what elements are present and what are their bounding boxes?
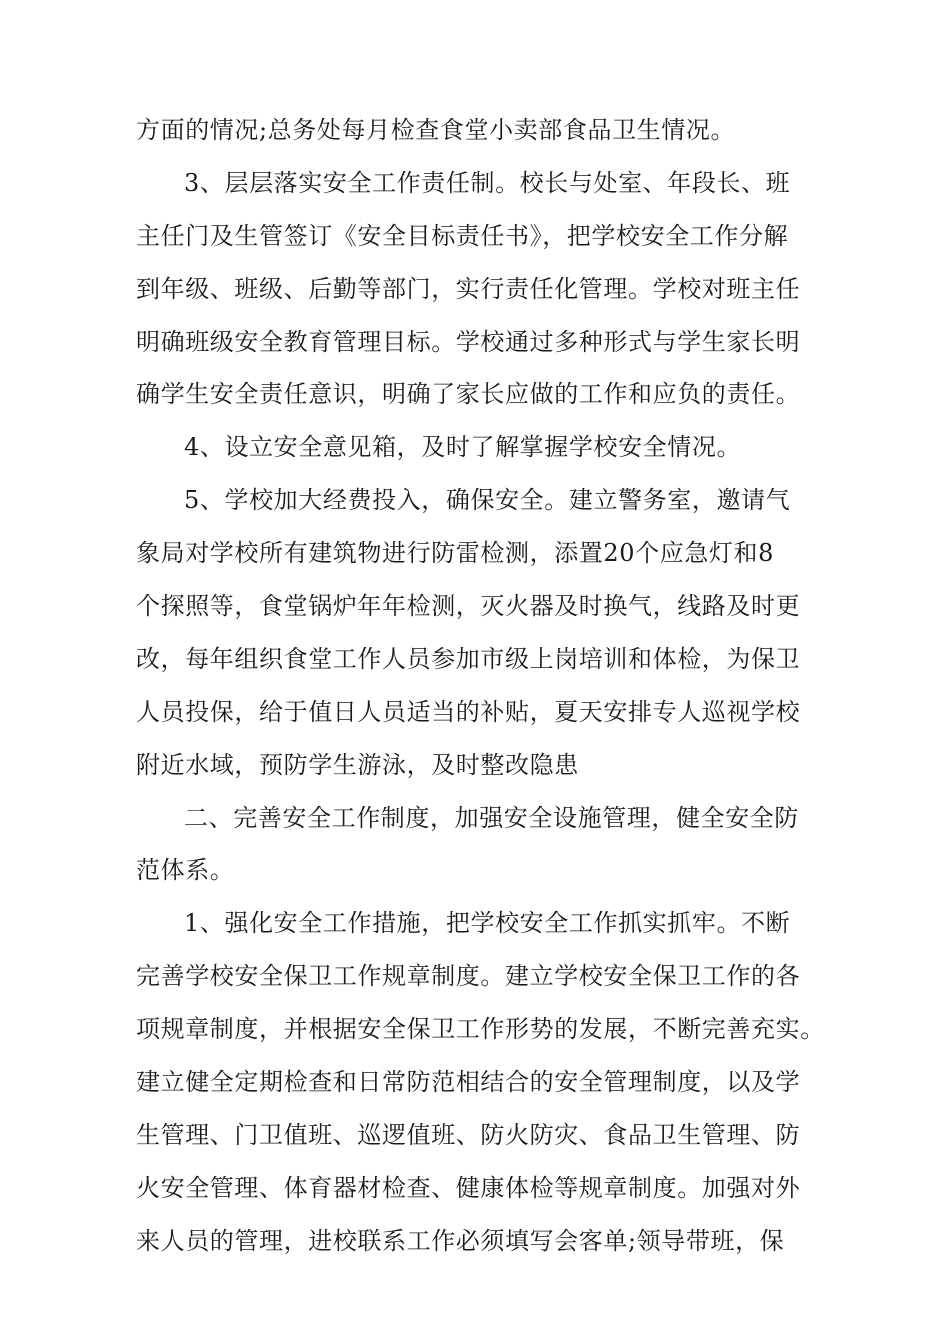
text-line: 项规章制度，并根据安全保卫工作形势的发展，不断完善充实。 xyxy=(136,1015,825,1044)
text-line: 3、层层落实安全工作责任制。校长与处室、年段长、班 xyxy=(184,168,791,197)
text-line: 二、完善安全工作制度，加强安全设施管理，健全安全防 xyxy=(184,803,799,832)
text-line: 改，每年组织食堂工作人员参加市级上岗培训和体检，为保卫 xyxy=(136,644,801,673)
text-line: 主任门及生管签订《安全目标责任书》，把学校安全工作分解 xyxy=(136,221,789,250)
text-line: 方面的情况;总务处每月检查食堂小卖部食品卫生情况。 xyxy=(136,116,736,144)
text-line: 完善学校安全保卫工作规章制度。建立学校安全保卫工作的各 xyxy=(136,962,801,991)
text-line: 建立健全定期检查和日常防范相结合的安全管理制度，以及学 xyxy=(136,1068,801,1097)
text-line: 明确班级安全教育管理目标。学校通过多种形式与学生家长明 xyxy=(136,327,801,356)
text-line: 4、设立安全意见箱，及时了解掌握学校安全情况。 xyxy=(184,433,742,462)
text-line: 人员投保，给于值日人员适当的补贴，夏天安排专人巡视学校 xyxy=(136,697,801,726)
text-line: 1、强化安全工作措施，把学校安全工作抓实抓牢。不断 xyxy=(184,909,791,938)
text-line: 生管理、门卫值班、巡逻值班、防火防灾、食品卫生管理、防 xyxy=(136,1120,801,1149)
text-line: 象局对学校所有建筑物进行防雷检测，添置20个应急灯和8 xyxy=(136,539,775,568)
text-line: 来人员的管理，进校联系工作必须填写会客单;领导带班，保 xyxy=(136,1226,785,1255)
text-line: 火安全管理、体育器材检查、健康体检等规章制度。加强对外 xyxy=(136,1173,801,1202)
text-line: 到年级、班级、后勤等部门，实行责任化管理。学校对班主任 xyxy=(136,274,801,303)
text-line: 5、学校加大经费投入，确保安全。建立警务室，邀请气 xyxy=(184,486,791,515)
text-line: 范体系。 xyxy=(136,856,235,885)
text-line: 确学生安全责任意识，明确了家长应做的工作和应负的责任。 xyxy=(136,380,801,409)
text-line: 附近水域，预防学生游泳，及时整改隐患 xyxy=(136,750,579,779)
document-body xyxy=(136,104,856,1268)
text-line: 个探照等，食堂锅炉年年检测，灭火器及时换气，线路及时更 xyxy=(136,592,801,621)
